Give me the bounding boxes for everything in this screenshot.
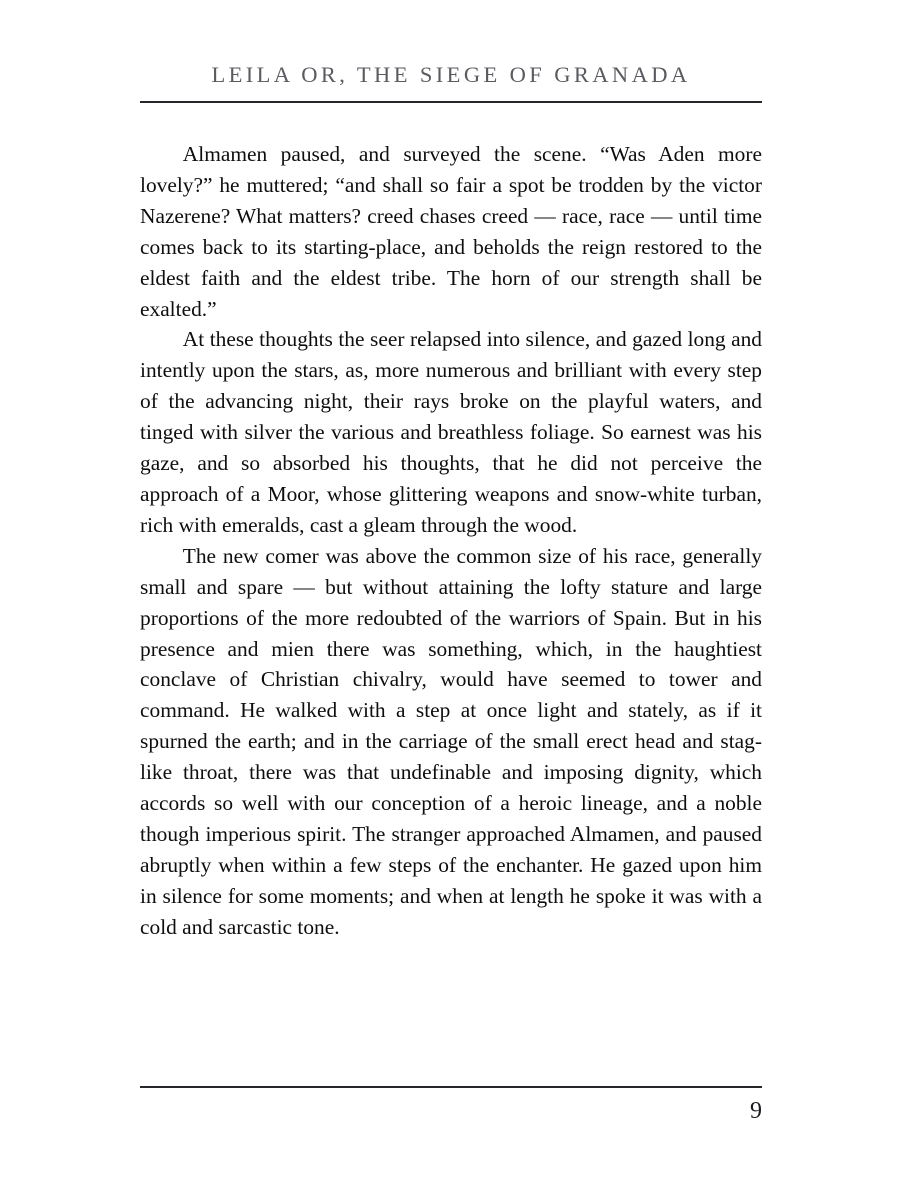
page-number: 9	[750, 1098, 762, 1124]
header-rule	[140, 101, 762, 103]
footer-rule	[140, 1086, 762, 1088]
paragraph: Almamen paused, and surveyed the scene. “Was Aden more lovely?” he muttered; “and shall so fair a spot be trodden by the victor Nazerene? What matters? creed chases creed — race, race — until time comes back to its starting-place, and beholds the reign restored to the eldest faith and the eldest tribe. The horn of our strength shall be exalted.”	[140, 142, 762, 321]
body-text	[140, 139, 762, 943]
paragraph: The new comer was above the common size of his race, generally small and spare — but without attaining the lofty stature and large proportions of the more redoubted of the warriors of Spain. But in his presence and mien there was something, which, in the haughtiest conclave of Christian chivalry, would have seemed to tower and command. He walked with a step at once light and stately, as if it spurned the earth; and in the carriage of the small erect head and stag-like throat, there was that undefinable and imposing dignity, which accords so well with our conception of a heroic lineage, and a noble though imperious spirit. The stranger approached Almamen, and paused abruptly when within a few steps of the enchanter. He gazed upon him in silence for some moments; and when at length he spoke it was with a cold and sarcastic tone.	[140, 543, 762, 939]
paragraph: At these thoughts the seer relapsed into silence, and gazed long and intently upon the stars, as, more numerous and brilliant with every step of the advancing night, their rays broke on the playful waters, and tinged with silver the various and breathless foliage. So earnest was his gaze, and so absorbed his thoughts, that he did not perceive the approach of a Moor, whose glittering weapons and snow-white turban, rich with emeralds, cast a gleam through the wood.	[140, 327, 762, 537]
running-head: LEILA OR, THE SIEGE OF GRANADA	[211, 62, 691, 87]
